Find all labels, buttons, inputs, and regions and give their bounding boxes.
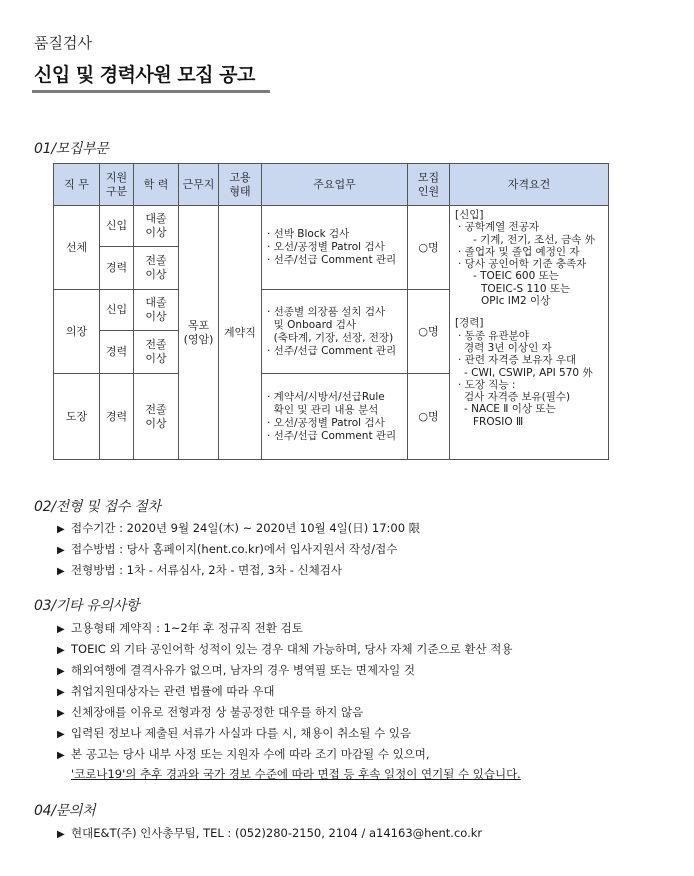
qual-line: OPIc IM2 이상: [481, 295, 551, 308]
duty-list: · 선박 Block 검사 · 오선/공정별 Patrol 검사 · 선주/선급 Comment 관리: [262, 206, 408, 290]
duty-list: · 선종별 의장품 설치 검사 및 Onboard 검사 (축타계, 기장, 선장, 전장) · 선주/선급 Comment 관리: [262, 290, 408, 374]
qual-line: · 도장 직능 :: [458, 378, 516, 391]
section-heading-notes: 03/기타 유의사항: [34, 598, 140, 614]
employment-type: 계약직: [219, 206, 262, 460]
qual-line: · 동종 유관분야: [458, 329, 529, 342]
job-name: 도장: [54, 374, 100, 460]
apply-type: 경력: [100, 331, 134, 374]
contact-info: 현대E&T(주) 인사총무팀, TEL : (052)280-2150, 2104 / a14163@hent.co.kr: [71, 826, 483, 840]
section-heading-contact: 04/문의처: [34, 803, 96, 819]
triangle-bullet-icon: ▶: [57, 566, 65, 577]
triangle-bullet-icon: ▶: [57, 545, 65, 556]
headcount: ○명: [408, 290, 450, 374]
triangle-bullet-icon: ▶: [57, 729, 65, 740]
list-item: ▶ 접수방법 : 당사 홈페이지(hent.co.kr)에서 입사지원서 작성/접수: [57, 542, 398, 556]
qual-line: · 관련 자격증 보유자 우대: [458, 354, 577, 367]
triangle-bullet-icon: ▶: [57, 829, 65, 840]
qual-new-title: [신입]: [455, 209, 484, 221]
recruit-table: [53, 163, 609, 460]
headcount: ○명: [408, 374, 450, 460]
qual-line: - 기계, 전기, 조선, 금속 外: [473, 233, 596, 246]
qual-exp-title: [경력]: [455, 317, 484, 330]
section-heading-process: 02/전형 및 접수 절차: [34, 499, 161, 515]
header-count: 모집 인원: [408, 164, 450, 206]
triangle-bullet-icon: ▶: [57, 524, 65, 535]
qual-line: - NACE Ⅱ 이상 또는: [464, 403, 556, 416]
triangle-bullet-icon: ▶: [57, 708, 65, 719]
header-type: 지원 구분: [100, 164, 134, 206]
list-item: ▶ 접수기간 : 2020년 9월 24일(木) ~ 2020년 10월 4일(日) 17:00 限: [57, 521, 421, 535]
headcount: ○명: [408, 206, 450, 290]
apply-type: 경력: [100, 247, 134, 290]
header-edu: 학 력: [134, 164, 179, 206]
qual-line: · 공학계열 전공자: [458, 221, 540, 234]
qualification-cell: [450, 206, 609, 460]
header-job: 직 무: [54, 164, 100, 206]
triangle-bullet-icon: ▶: [57, 750, 65, 761]
list-item: ▶ 고용형태 계약직 : 1~2年 후 정규직 전환 검토: [57, 621, 303, 635]
apply-type: 신입: [100, 206, 134, 247]
header-qualification: 자격요건: [450, 164, 609, 206]
education: 대졸 이상: [134, 290, 179, 331]
list-item: ▶ 신체장애를 이유로 전형과정 상 불공정한 대우를 하지 않음: [57, 705, 364, 719]
education: 대졸 이상: [134, 206, 179, 247]
list-item: ▶ TOEIC 외 기타 공인어학 성적이 있는 경우 대체 가능하며, 당사 자체 기준으로 환산 적용: [57, 642, 513, 656]
list-item: ▶ 전형방법 : 1차 - 서류심사, 2차 - 면접, 3차 - 신체검사: [57, 563, 342, 577]
qual-line: - TOEIC 600 또는: [473, 270, 559, 283]
qual-line: 검사 자격증 보유(필수): [464, 391, 571, 404]
education: 전졸 이상: [134, 247, 179, 290]
department-label: 품질검사: [34, 34, 92, 52]
list-item: ▶ 본 공고는 당사 내부 사정 또는 지원자 수에 따라 조기 마감될 수 있으며,: [57, 747, 430, 761]
header-duty: 주요업무: [262, 164, 408, 206]
apply-type: 신입: [100, 290, 134, 331]
triangle-bullet-icon: ▶: [57, 687, 65, 698]
covid-notice: '코로나19'의 추후 경과와 국가 경보 수준에 따라 면접 등 후속 일정이 연기될 수 있습니다.: [71, 767, 521, 781]
triangle-bullet-icon: ▶: [57, 645, 65, 656]
qual-line: TOEIC-S 110 또는: [481, 282, 571, 295]
qual-line: - CWI, CSWIP, API 570 外: [464, 366, 593, 379]
list-item: ▶ 입력된 정보나 제출된 서류가 사실과 다를 시, 채용이 취소될 수 있음: [57, 726, 412, 740]
apply-type: 경력: [100, 374, 134, 460]
qual-line: · 당사 공인어학 기준 충족자: [458, 258, 587, 271]
section-heading-recruit: 01/모집부문: [34, 141, 109, 157]
list-item: ▶ 취업지원대상자는 관련 법률에 따라 우대: [57, 684, 275, 698]
qual-line: 경력 3년 이상인 자: [464, 341, 552, 354]
work-location: 목포 (영암): [179, 206, 219, 460]
triangle-bullet-icon: ▶: [57, 624, 65, 635]
qual-line: · 졸업자 및 졸업 예정인 자: [458, 245, 580, 258]
duty-list: · 계약서/시방서/선급Rule 확인 및 관리 내용 분석 · 오선/공정별 Patrol 검사 · 선주/선급 Comment 관리: [262, 374, 408, 460]
page-title: 신입 및 경력사원 모집 공고: [34, 64, 255, 86]
triangle-bullet-icon: ▶: [57, 666, 65, 677]
header-employment: 고용 형태: [219, 164, 262, 206]
title-underline: [32, 90, 270, 93]
list-item: [57, 825, 482, 841]
education: 전졸 이상: [134, 331, 179, 374]
education: 전졸 이상: [134, 374, 179, 460]
list-item: ▶ 해외여행에 결격사유가 없으며, 남자의 경우 병역필 또는 면제자일 것: [57, 663, 415, 677]
job-name: 의장: [54, 290, 100, 374]
qual-line: FROSIO Ⅲ: [473, 415, 524, 428]
job-name: 선체: [54, 206, 100, 290]
header-location: 근무지: [179, 164, 219, 206]
